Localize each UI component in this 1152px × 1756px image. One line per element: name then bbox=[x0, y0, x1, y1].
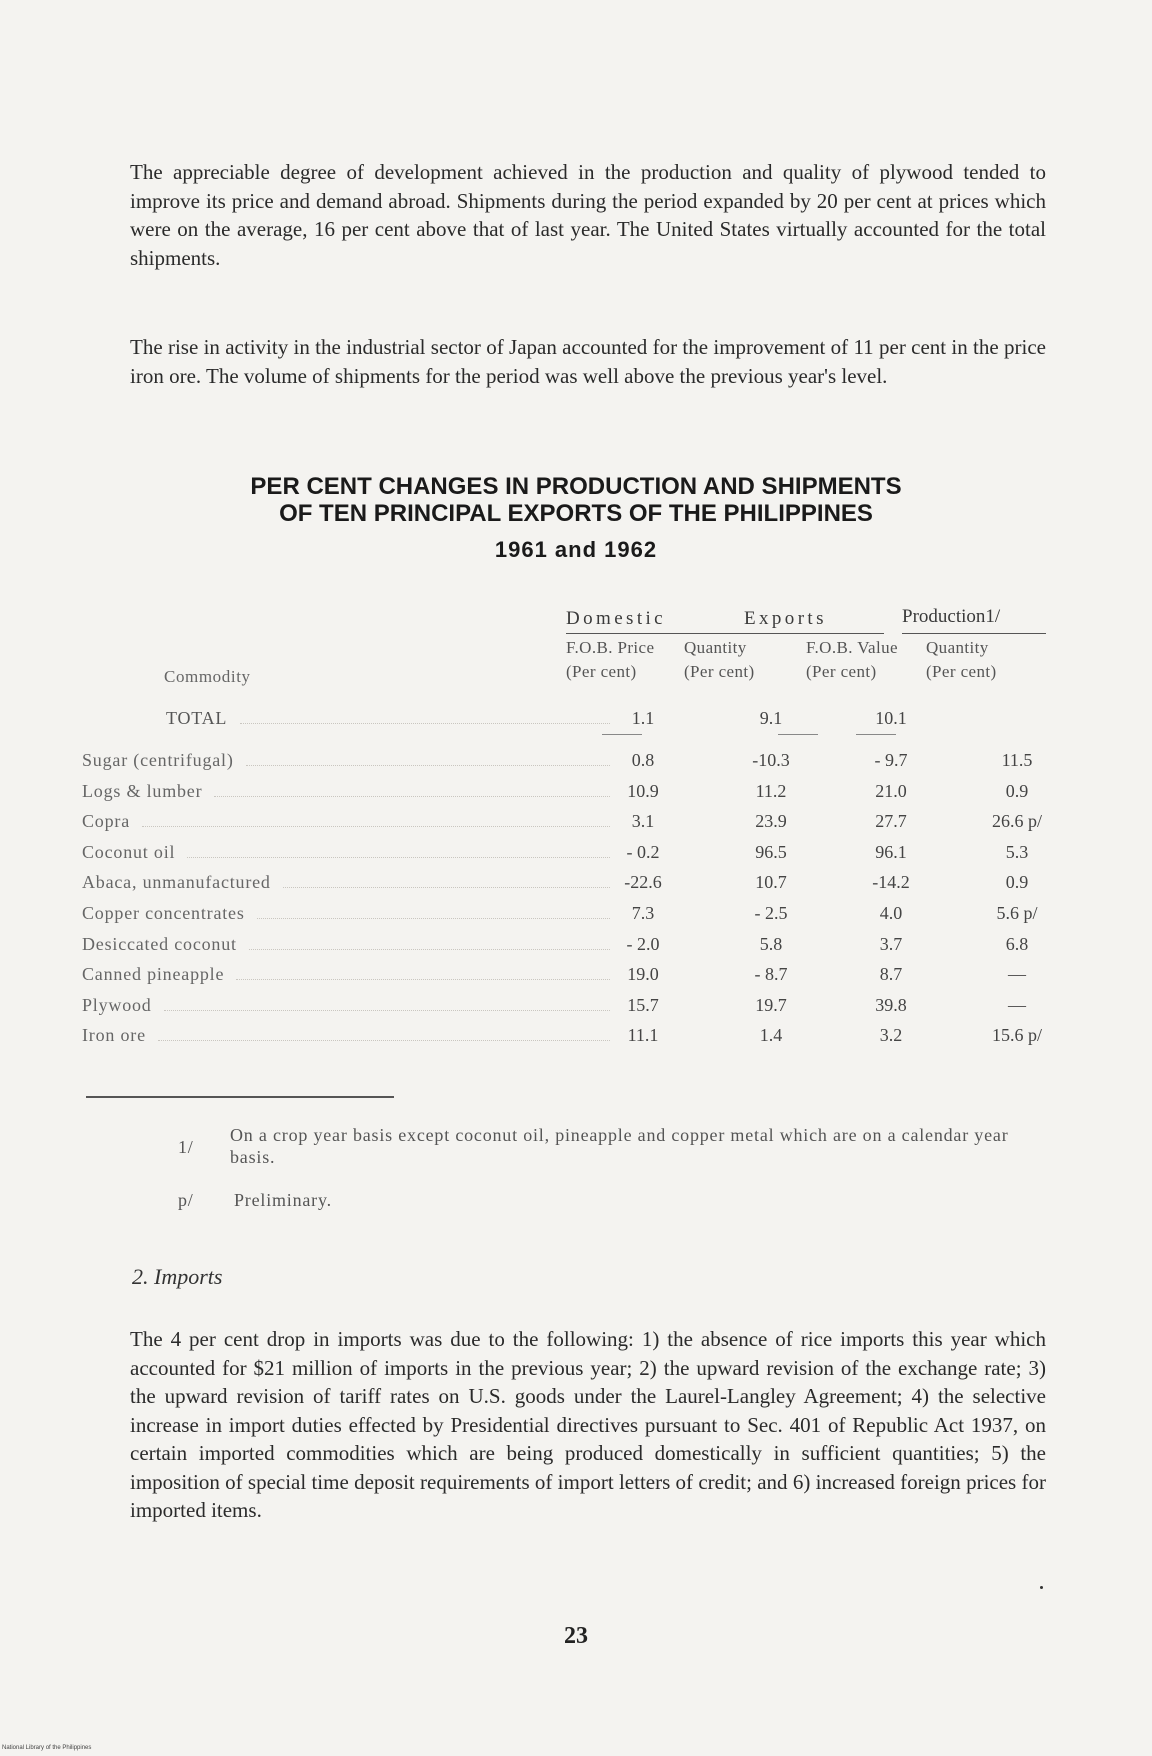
cell-fob-price: - 2.0 bbox=[626, 933, 660, 954]
cell-fob-value: 3.7 bbox=[879, 933, 903, 954]
dot-leader bbox=[142, 826, 610, 827]
paragraph-plywood: The appreciable degree of development achieved in the production and quality of plywood tended to improve its price and demand abroad. Shipments during the period expanded by 20 per cent at prices which were on the average, 16 per cent above that of last year. The United States virtually accounted for the total shipments. bbox=[130, 160, 1046, 270]
cell-production-quantity: 5.6 p/ bbox=[996, 903, 1038, 923]
total-underline bbox=[602, 734, 642, 735]
cell-production-quantity: 26.6 p/ bbox=[991, 811, 1042, 832]
cell-fob-value: 4.0 bbox=[879, 903, 903, 923]
cell-production-quantity: 6.8 bbox=[1005, 933, 1029, 954]
cell-fob-price: 1.1 bbox=[631, 708, 655, 728]
paragraph-iron-ore: The rise in activity in the industrial sector of Japan accounted for the improvement of 11 per cent in the price iron ore. The volume of shipments for the period was well above the previous year's level. bbox=[130, 335, 1046, 388]
header-production: Production1/ bbox=[902, 606, 1001, 627]
column-header-fob-value: F.O.B. Value (Per cent) bbox=[806, 638, 898, 681]
cell-fob-price: 3.1 bbox=[631, 811, 655, 832]
column-header-commodity: Commodity bbox=[164, 667, 251, 686]
cell-quantity: 1.4 bbox=[759, 1025, 783, 1046]
dot-leader bbox=[164, 1010, 610, 1011]
dot-leader bbox=[240, 723, 610, 724]
footnote-1-mark: 1/ bbox=[178, 1137, 194, 1157]
cell-fob-price: 0.8 bbox=[631, 750, 655, 770]
row-label: Copper concentrates bbox=[82, 903, 245, 923]
row-label: Sugar (centrifugal) bbox=[82, 750, 234, 770]
table-row bbox=[82, 995, 1062, 1025]
dot-leader bbox=[236, 979, 610, 980]
row-label: Desiccated coconut bbox=[82, 933, 237, 954]
cell-quantity: - 8.7 bbox=[754, 964, 788, 985]
dot-leader bbox=[249, 949, 610, 950]
cell-fob-price: 11.1 bbox=[627, 1025, 659, 1046]
row-label: Copra bbox=[82, 811, 130, 832]
row-label: TOTAL bbox=[166, 708, 228, 728]
table-row bbox=[82, 903, 1062, 933]
dot-leader bbox=[214, 796, 610, 797]
table-row bbox=[82, 964, 1062, 994]
row-label: Logs & lumber bbox=[82, 780, 203, 801]
footnote-p-mark: p/ bbox=[178, 1190, 194, 1210]
cell-production-quantity: 0.9 bbox=[1005, 872, 1029, 893]
cell-fob-price: 10.9 bbox=[627, 780, 659, 801]
table-row bbox=[82, 842, 1062, 872]
table-row bbox=[82, 1025, 1062, 1055]
stray-mark bbox=[1040, 1586, 1043, 1589]
cell-fob-value: 96.1 bbox=[875, 841, 907, 862]
cell-fob-price: 15.7 bbox=[627, 994, 659, 1015]
row-label: Iron ore bbox=[82, 1025, 146, 1046]
cell-fob-value: 39.8 bbox=[875, 994, 907, 1015]
table-row-total bbox=[82, 708, 1062, 738]
dot-leader bbox=[158, 1040, 610, 1041]
dot-leader bbox=[187, 857, 610, 858]
cell-fob-price: -22.6 bbox=[624, 872, 662, 893]
cell-production-quantity: 15.6 p/ bbox=[991, 1025, 1042, 1046]
header-rule-production bbox=[902, 633, 1046, 634]
cell-fob-value: - 9.7 bbox=[874, 750, 908, 770]
row-label: Abaca, unmanufactured bbox=[82, 872, 271, 893]
row-label: Coconut oil bbox=[82, 841, 176, 862]
footer-source: National Library of the Philippines bbox=[2, 1745, 92, 1751]
cell-fob-value: 27.7 bbox=[875, 811, 907, 832]
column-header-quantity: Quantity (Per cent) bbox=[684, 638, 755, 681]
cell-quantity: 10.7 bbox=[755, 872, 787, 893]
cell-quantity: -10.3 bbox=[752, 750, 790, 770]
cell-quantity: 23.9 bbox=[755, 811, 787, 832]
cell-fob-value: 10.1 bbox=[875, 708, 907, 728]
table-row bbox=[82, 872, 1062, 902]
footnote-p-text: Preliminary. bbox=[234, 1190, 332, 1210]
cell-quantity: - 2.5 bbox=[754, 903, 788, 923]
cell-fob-price: 7.3 bbox=[631, 903, 655, 923]
cell-quantity: 9.1 bbox=[759, 708, 783, 728]
row-label: Canned pineapple bbox=[82, 964, 225, 985]
column-header-production-quantity: Quantity (Per cent) bbox=[926, 638, 997, 681]
total-underline bbox=[778, 734, 818, 735]
table-title-line-1: PER CENT CHANGES IN PRODUCTION AND SHIPMENTS bbox=[250, 473, 902, 500]
cell-quantity: 19.7 bbox=[755, 994, 787, 1015]
dot-leader bbox=[257, 918, 610, 919]
column-header-fob-price: F.O.B. Price (Per cent) bbox=[566, 638, 655, 681]
row-label: Plywood bbox=[82, 994, 152, 1015]
cell-fob-value: 21.0 bbox=[875, 780, 907, 801]
cell-production-quantity: 11.5 bbox=[1001, 750, 1033, 770]
table-bottom-rule bbox=[86, 1096, 394, 1098]
table-row bbox=[82, 934, 1062, 964]
cell-fob-value: -14.2 bbox=[872, 872, 910, 893]
header-rule-exports bbox=[566, 633, 884, 634]
total-underline bbox=[856, 734, 896, 735]
dot-leader bbox=[283, 887, 610, 888]
cell-production-quantity: — bbox=[1008, 994, 1026, 1015]
cell-production-quantity: 0.9 bbox=[1005, 780, 1029, 801]
cell-quantity: 11.2 bbox=[755, 780, 787, 801]
cell-fob-value: 8.7 bbox=[879, 964, 903, 985]
table-row bbox=[82, 781, 1062, 811]
header-domestic: Domestic bbox=[566, 608, 667, 629]
dot-leader bbox=[246, 765, 610, 766]
header-exports: Exports bbox=[744, 608, 827, 629]
footnote-1-text: On a crop year basis except coconut oil, pineapple and copper metal which are on a calendar year basis. bbox=[230, 1125, 1009, 1167]
cell-fob-price: - 0.2 bbox=[626, 841, 660, 862]
paragraph-imports: The 4 per cent drop in imports was due to the following: 1) the absence of rice imports this year which accounted for $21 million of imports in the previous year; 2) the upward revision of the exchange rate; 3) the upward revision of tariff rates on U.S. goods under the Laurel-Langley Agreement; 4) the selective increase in import duties effected by Presidential directives pursuant to Sec. 401 of Republic Act 1937, on certain imported commodities which are being produced domestically in sufficient quantities; 5) the imposition of special time deposit requirements of import letters of credit; and 6) increased foreign prices for imported items. bbox=[130, 1327, 1046, 1522]
table-row bbox=[82, 750, 1062, 780]
table-years: 1961 and 1962 bbox=[494, 537, 658, 562]
table-title-line-2: OF TEN PRINCIPAL EXPORTS OF THE PHILIPPINES bbox=[279, 500, 873, 527]
cell-fob-value: 3.2 bbox=[879, 1025, 903, 1046]
cell-quantity: 5.8 bbox=[759, 933, 783, 954]
cell-production-quantity: 5.3 bbox=[1005, 841, 1029, 862]
page-number: 23 bbox=[564, 1623, 588, 1649]
cell-fob-price: 19.0 bbox=[627, 964, 659, 985]
cell-quantity: 96.5 bbox=[755, 841, 787, 862]
table-row bbox=[82, 811, 1062, 841]
cell-production-quantity: — bbox=[1008, 964, 1026, 985]
section-title-imports: 2. Imports bbox=[132, 1264, 223, 1289]
